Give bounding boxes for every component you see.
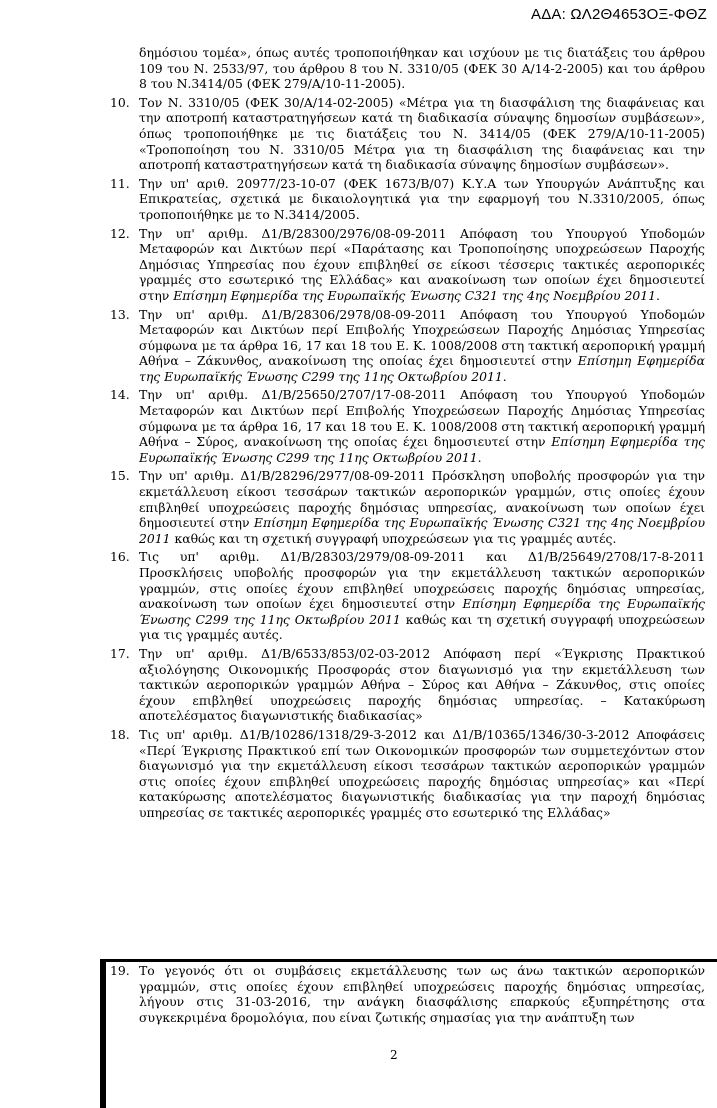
item-text: Την υπ' αριθμ. Δ1/Β/28306/2978/08-09-2011 Απόφαση του Υπουργού Υποδομών Μεταφορών και Δικτύων περί Επιβολής Υποχρεώσεων Παροχής Δημόσιας Υπηρεσίας σύμφωνα με τα άρθρα 16, 17 και 18 του Ε. Κ. 1008/2008 στη τακτική αεροπορική γραμμή Αθήνα – Ζάκυνθος, ανακοίνωση της οποίας έχει δημοσιευτεί στην — [139, 306, 705, 369]
item-number: 14. — [110, 387, 130, 403]
item-text: Την υπ' αριθμ. Δ1/Β/28300/2976/08-09-2011 Απόφαση του Υπουργού Υποδομών Μεταφορών και Δικτύων περί «Παράτασης και Τροποποίησης υποχρεώσεων Παροχής Δημόσιας Υπηρεσίας που έχουν επιβληθεί σε είκοσι τέσσερις τακτικές αεροπορικές γραμμές στο εσωτερικό της Ελλάδας» και ανακοίνωση των οποίων έχει δημοσιευτεί στην — [139, 225, 705, 303]
item-text-end: . — [502, 368, 507, 384]
item-text: Την υπ' αριθμ. Δ1/Β/28296/2977/08-09-2011 Πρόσκληση υποβολής προσφορών για την εκμετάλλευση είκοσι τεσσάρων τακτικών αεροπορικών γραμμών, στις οποίες έχουν επιβληθεί υποχρεώσεις παροχής δημόσιας υπηρεσίας, ανακοίνωση των οποίων έχει δημοσιευτεί στην — [139, 468, 705, 531]
list-item — [110, 307, 705, 385]
list-item — [110, 646, 705, 724]
item-text-end: . — [655, 287, 660, 303]
item-text-end: καθώς και τη σχετική συγγραφή υποχρεώσεων για τις γραμμές αυτές. — [139, 611, 705, 643]
item-text: Την υπ' αριθμ. Δ1/Β/25650/2707/17-08-2011 Απόφαση του Υπουργού Υποδομών Μεταφορών και Δικτύων περί Επιβολής Υποχρεώσεων Παροχής Δημόσιας Υπηρεσίας σύμφωνα με τα άρθρα 16, 17 και 18 του Ε. Κ. 1008/2008 στη τακτική αεροπορική γραμμή Αθήνα – Σύρος, ανακοίνωση της οποίας έχει δημοσιευτεί στην — [139, 387, 705, 450]
frame-left-border — [100, 959, 106, 1108]
ada-code: ΑΔΑ: ΩΛ2Θ4653ΟΞ-ΦΘΖ — [531, 6, 707, 23]
list-item — [110, 468, 705, 546]
list-item — [110, 727, 705, 821]
frame-top-border — [104, 959, 717, 962]
numbered-list — [110, 95, 705, 821]
item-reference-italic: Επίσημη Εφημερίδα της Ευρωπαϊκής Ένωσης C299 της 11ης Οκτωβρίου 2011 — [139, 596, 705, 627]
item-reference-italic: Επίσημη Εφημερίδα της Ευρωπαϊκής Ένωσης C321 της 4ης Νοεμβρίου 2011 — [139, 515, 705, 546]
item-text: Το γεγονός ότι οι συμβάσεις εκμετάλλευσης των ως άνω τακτικών αεροπορικών γραμμών, στις οποίες έχουν επιβληθεί υποχρεώσεις παροχής δημόσιας υπηρεσίας, λήγουν στις 31-03-2016, την ανάγκη διασφάλισης επαρκούς εξυπηρέτησης στα συγκεκριμένα δρομολόγια, που είναι ζωτικής σημασίας για την ανάπτυξη των — [139, 963, 705, 1025]
item-text: Τις υπ' αριθμ. Δ1/Β/28303/2979/08-09-2011 και Δ1/Β/25649/2708/17-8-2011 Προσκλήσεις υποβολής προσφορών για την εκμετάλλευση τακτικών αεροπορικών γραμμών, στις οποίες έχουν επιβληθεί υποχρεώσεις παροχής δημόσιας υπηρεσίας, ανακοίνωση των οποίων έχει δημοσιευτεί στην — [139, 549, 705, 612]
page-number: 2 — [390, 1048, 398, 1062]
list-item — [110, 549, 705, 643]
item-number: 17. — [110, 645, 130, 661]
item-reference-italic: Επίσημη Εφημερίδα της Ευρωπαϊκής Ένωσης C321 της 4ης Νοεμβρίου 2011 — [173, 287, 656, 303]
item-number: 19. — [110, 963, 130, 978]
continuation-paragraph: δημόσιου τομέα», όπως αυτές τροποποιήθηκαν και ισχύουν με τις διατάξεις του άρθρου 109 του Ν. 2533/97, του άρθρου 8 του Ν. 3310/05 (ΦΕΚ 30 Α/14-2-2005) και του άρθρου 8 του Ν.3414/05 (ΦΕΚ 279/Α/10-11-2005). — [139, 45, 705, 92]
list-item — [110, 95, 705, 173]
item-text-end: . — [477, 449, 482, 465]
document-body — [110, 45, 705, 824]
list-item — [110, 226, 705, 304]
item-number: 16. — [110, 549, 130, 565]
list-item-19 — [110, 963, 705, 1028]
item-number: 10. — [110, 94, 130, 110]
item-number: 13. — [110, 306, 130, 322]
item-text: Την υπ' αριθ. 20977/23-10-07 (ΦΕΚ 1673/Β/07) Κ.Υ.Α των Υπουργών Ανάπτυξης και Επικρατείας, σχετικά με δικαιολογητικά για την εφαρμογή του Ν.3310/2005, όπως τροποποιήθηκε με το Ν.3414/2005. — [139, 175, 705, 222]
item-reference-italic: Επίσημη Εφημερίδα της Ευρωπαϊκής Ένωσης C299 της 11ης Οκτωβρίου 2011 — [139, 353, 705, 384]
list-item — [110, 387, 705, 465]
item-text-end: καθώς και τη σχετική συγγραφή υποχρεώσεων για τις γραμμές αυτές. — [170, 530, 617, 546]
item-text: Την υπ' αριθμ. Δ1/Β/6533/853/02-03-2012 Απόφαση περί «Έγκρισης Πρακτικού αξιολόγησης Οικονομικής Προσφοράς στον διαγωνισμό για την εκμετάλλευση των τακτικών αεροπορικών γραμμών Αθήνα – Σύρος και Αθήνα – Ζάκυνθος, στις οποίες έχουν επιβληθεί υποχρεώσεις παροχής δημόσιας υπηρεσίας. – Κατακύρωση αποτελέσματος διαγωνιστικής διαδικασίας» — [139, 645, 705, 724]
item-number: 18. — [110, 726, 130, 742]
item-number: 15. — [110, 468, 130, 484]
item-text: Τις υπ' αριθμ. Δ1/Β/10286/1318/29-3-2012 και Δ1/Β/10365/1346/30-3-2012 Αποφάσεις «Περί Έγκρισης Πρακτικού επί των Οικονομικών προσφορών των συμμετεχόντων στον διαγωνισμό για την εκμετάλλευση είκοσι τεσσάρων τακτικών αεροπορικών γραμμών στις οποίες έχουν επιβληθεί υποχρεώσεις παροχής δημόσιας υπηρεσίας» και «Περί κατακύρωσης αποτελέσματος διαγωνιστικής διαδικασίας για την παροχή δημόσιας υπηρεσίας σε τακτικές αεροπορικές γραμμές στο εσωτερικό της Ελλάδας» — [139, 726, 705, 820]
item-text: Τον Ν. 3310/05 (ΦΕΚ 30/Α/14-02-2005) «Μέτρα για τη διασφάλιση της διαφάνειας και την αποτροπή καταστρατηγήσεων κατά τη διαδικασία σύναψης δημοσίων συμβάσεων», όπως τροποποιήθηκε με τις διατάξεις του Ν. 3414/05 (ΦΕΚ 279/Α/10-11-2005) «Τροποποίηση του Ν. 3310/05 Μέτρα για τη διασφάλιση της διαφάνειας και την αποτροπή καταστρατηγήσεων κατά τη διαδικασία σύναψης δημοσίων συμβάσεων». — [139, 94, 705, 173]
item-number: 11. — [110, 175, 130, 191]
item-reference-italic: Επίσημη Εφημερίδα της Ευρωπαϊκής Ένωσης C299 της 11ης Οκτωβρίου 2011 — [139, 434, 705, 465]
item-number: 12. — [110, 225, 130, 241]
list-item — [110, 176, 705, 223]
